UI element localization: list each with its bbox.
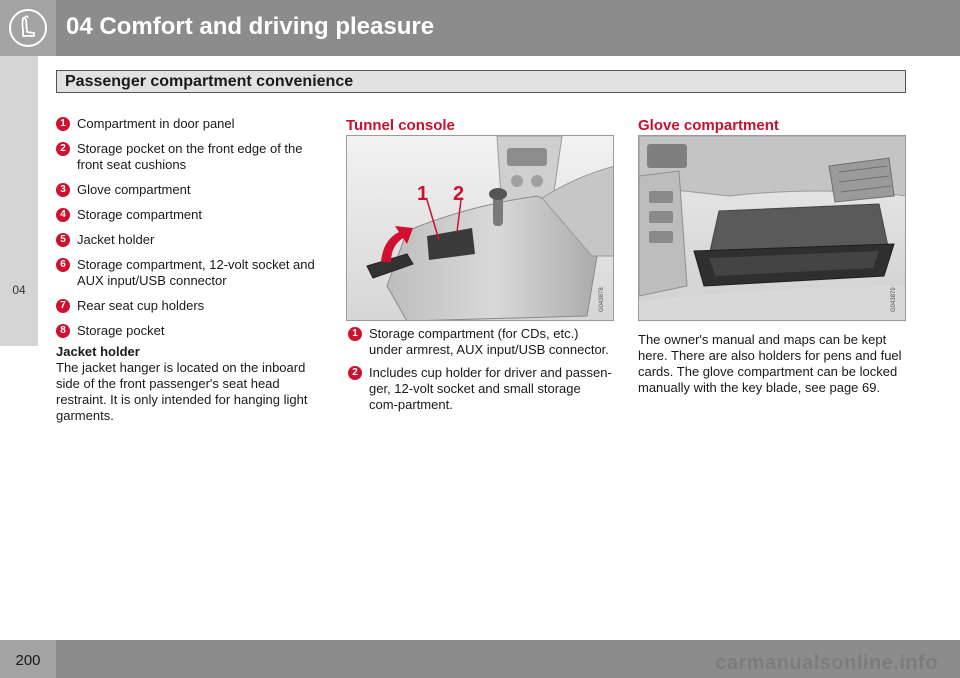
list-item — [56, 116, 326, 132]
jacket-holder-body: The jacket hanger is located on the inboard side of the front passenger's seat head restraint. It is only intended for hanging light garments. — [56, 360, 308, 423]
chapter-icon-tab — [0, 0, 56, 56]
list-item-text: Glove compartment — [77, 182, 191, 197]
list-item-text: Jacket holder — [77, 232, 155, 247]
footer-page-tab — [0, 640, 56, 678]
list-item — [56, 232, 326, 248]
list-item-text: Rear seat cup holders — [77, 298, 205, 313]
glove-compartment-illustration — [638, 135, 906, 321]
glove-compartment-body: The owner's manual and maps can be kept here. There are also holders for pens and fuel cards. The glove compartment can be locked manually with the key blade, see page 69. — [638, 332, 902, 395]
list-item-text: Includes cup holder for driver and passen-ger, 12-volt socket and small storage com-partment. — [369, 365, 612, 412]
list-item — [348, 365, 613, 413]
list-item — [56, 298, 326, 314]
callout-1-label: 1 — [417, 183, 429, 205]
jacket-holder-heading: Jacket holder — [56, 344, 140, 359]
figure-code: G043878 — [599, 287, 605, 312]
page-footer — [0, 640, 960, 678]
list-item — [56, 141, 326, 173]
callout-badge: 1 — [348, 327, 362, 341]
tunnel-console-list — [348, 326, 613, 420]
chapter-header — [0, 0, 960, 56]
section-title-bar — [56, 70, 906, 93]
list-item-text: Storage compartment, 12-volt socket and AUX input/USB connector — [77, 257, 315, 288]
callout-badge: 8 — [56, 324, 70, 338]
tunnel-console-drawing — [347, 136, 614, 321]
list-item — [56, 207, 326, 223]
callout-badge: 2 — [348, 366, 362, 380]
callout-badge: 2 — [56, 142, 70, 156]
page-number: 200 — [15, 652, 41, 669]
list-item-text: Compartment in door panel — [77, 116, 235, 131]
figure-code: G043879 — [891, 287, 897, 312]
section-title: Passenger compartment convenience — [65, 73, 354, 90]
list-item-text: Storage pocket — [77, 323, 165, 338]
side-chapter-number: 04 — [12, 283, 26, 297]
callout-badge: 4 — [56, 208, 70, 222]
watermark-text: carmanualsonline.info — [715, 652, 938, 674]
chapter-title: 04 Comfort and driving pleasure — [66, 13, 435, 40]
callout-badge: 7 — [56, 299, 70, 313]
callout-badge: 3 — [56, 183, 70, 197]
callout-badge: 6 — [56, 258, 70, 272]
callout-badge: 1 — [56, 117, 70, 131]
seat-icon — [8, 8, 48, 48]
callout-2-label: 2 — [453, 183, 465, 205]
glove-compartment-heading: Glove compartment — [638, 117, 779, 134]
chapter-side-strip — [0, 56, 38, 346]
callout-badge: 5 — [56, 233, 70, 247]
list-item-text: Storage pocket on the front edge of the front seat cushions — [77, 141, 303, 172]
list-item-text: Storage compartment — [77, 207, 203, 222]
tunnel-console-illustration — [346, 135, 614, 321]
list-item — [56, 323, 326, 339]
overview-list — [56, 116, 326, 348]
list-item — [56, 182, 326, 198]
list-item — [348, 326, 613, 358]
list-item-text: Storage compartment (for CDs, etc.) under armrest, AUX input/USB connector. — [369, 326, 609, 357]
list-item — [56, 257, 326, 289]
tunnel-console-heading: Tunnel console — [346, 117, 455, 134]
glove-compartment-drawing — [639, 136, 906, 321]
